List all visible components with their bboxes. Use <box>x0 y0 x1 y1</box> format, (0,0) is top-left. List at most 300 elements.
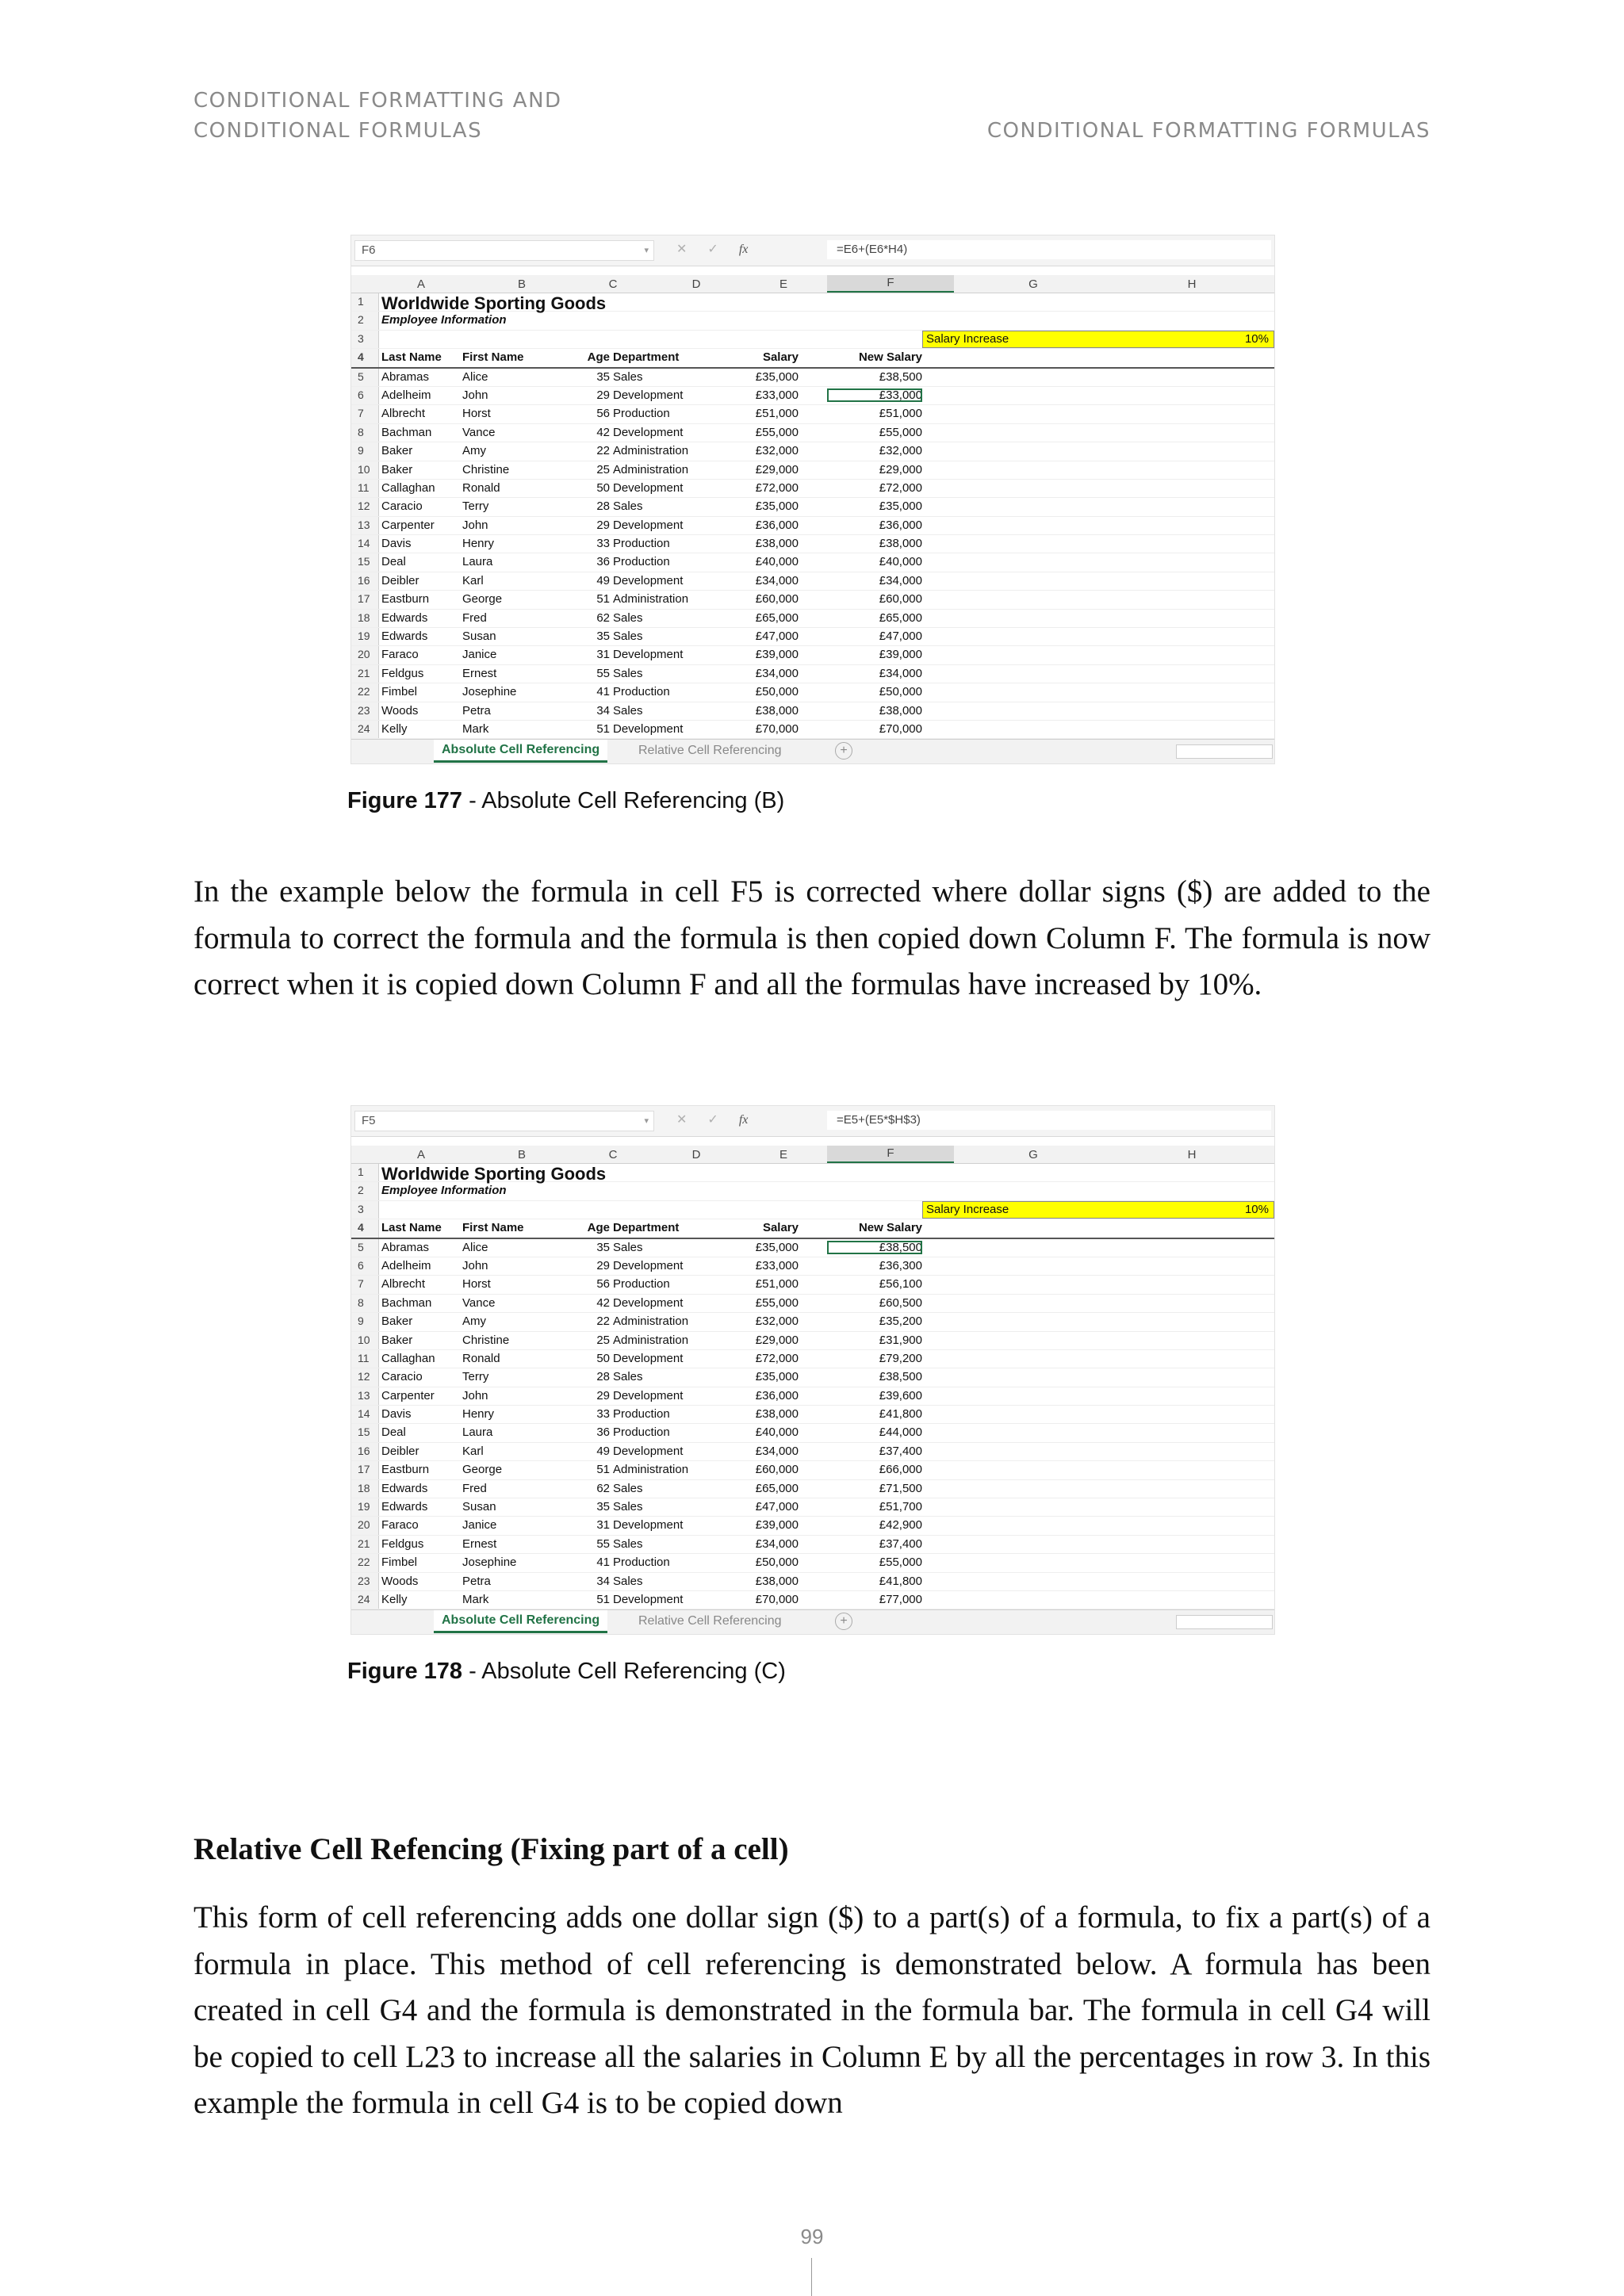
cell-new-salary[interactable]: £37,400 <box>879 1444 922 1458</box>
cell-department[interactable]: Sales <box>613 1500 643 1514</box>
cell-new-salary[interactable]: £38,000 <box>879 703 922 718</box>
cell-new-salary[interactable]: £36,000 <box>879 518 922 532</box>
cell-last-name[interactable]: Baker <box>381 1333 413 1347</box>
cell-age[interactable]: 55 <box>596 1536 610 1551</box>
cell-first-name[interactable]: George <box>462 592 503 607</box>
row-number[interactable]: 7 <box>358 1277 364 1291</box>
header-first-name[interactable]: First Name <box>462 1221 524 1235</box>
cell-salary[interactable]: £65,000 <box>755 610 799 625</box>
cell-salary[interactable]: £55,000 <box>755 1295 799 1310</box>
cell-salary[interactable]: £60,000 <box>755 1463 799 1477</box>
cell-new-salary[interactable]: £50,000 <box>879 685 922 699</box>
row-number[interactable]: 17 <box>358 592 370 606</box>
cell-new-salary[interactable]: £41,800 <box>879 1407 922 1422</box>
chevron-down-icon[interactable]: ▾ <box>644 246 649 255</box>
cell-first-name[interactable]: John <box>462 1388 488 1402</box>
cell-last-name[interactable]: Deal <box>381 1425 406 1440</box>
cell-first-name[interactable]: Alice <box>462 369 488 384</box>
cell-new-salary[interactable]: £37,400 <box>879 1536 922 1551</box>
cell-age[interactable]: 42 <box>596 1295 610 1310</box>
row-number[interactable]: 21 <box>358 666 370 679</box>
cell-first-name[interactable]: Henry <box>462 1407 495 1422</box>
cell-first-name[interactable]: Ronald <box>462 480 500 495</box>
cell-new-salary[interactable]: £38,000 <box>879 537 922 551</box>
cell-new-salary[interactable]: £35,000 <box>879 499 922 514</box>
cell-first-name[interactable]: Fred <box>462 610 487 625</box>
cell-last-name[interactable]: Fimbel <box>381 1556 418 1570</box>
cell-new-salary[interactable]: £44,000 <box>879 1425 922 1440</box>
row-number[interactable]: 8 <box>358 425 364 438</box>
cell-age[interactable]: 31 <box>596 648 610 662</box>
cell-department[interactable]: Sales <box>613 666 643 680</box>
cell-age[interactable]: 35 <box>596 1240 610 1254</box>
row-number[interactable]: 6 <box>358 1258 364 1272</box>
cell-last-name[interactable]: Adelheim <box>381 1258 431 1272</box>
cell-new-salary[interactable]: £32,000 <box>879 444 922 458</box>
column-header-h[interactable]: H <box>1187 277 1197 291</box>
cell-new-salary[interactable]: £36,300 <box>879 1258 922 1272</box>
cell-new-salary[interactable]: £66,000 <box>879 1463 922 1477</box>
formula-input[interactable]: =E6+(E6*H4) <box>827 240 1271 259</box>
cell-department[interactable]: Development <box>613 648 684 662</box>
column-header-d[interactable]: D <box>691 1148 701 1161</box>
cell-department[interactable]: Development <box>613 1351 684 1365</box>
cell-last-name[interactable]: Feldgus <box>381 1536 424 1551</box>
cell-salary[interactable]: £60,000 <box>755 592 799 607</box>
cell-department[interactable]: Sales <box>613 1481 643 1495</box>
cell-first-name[interactable]: Horst <box>462 407 491 421</box>
cell-last-name[interactable]: Callaghan <box>381 480 435 495</box>
cell-department[interactable]: Sales <box>613 369 643 384</box>
cell-age[interactable]: 49 <box>596 573 610 587</box>
cell-last-name[interactable]: Abramas <box>381 1240 430 1254</box>
column-header-a[interactable]: A <box>416 1148 425 1161</box>
row-number[interactable]: 19 <box>358 1500 370 1513</box>
header-salary[interactable]: Salary <box>762 350 799 365</box>
cell-department[interactable]: Production <box>613 407 670 421</box>
cell-age[interactable]: 36 <box>596 555 610 569</box>
cell-salary[interactable]: £50,000 <box>755 1556 799 1570</box>
column-header-b[interactable]: B <box>517 1148 526 1161</box>
horizontal-scrollbar[interactable] <box>1176 1615 1273 1629</box>
cell-first-name[interactable]: Amy <box>462 444 486 458</box>
chevron-down-icon[interactable]: ▾ <box>644 1116 649 1126</box>
cell-salary[interactable]: £29,000 <box>755 462 799 476</box>
cell-age[interactable]: 62 <box>596 610 610 625</box>
cell-first-name[interactable]: Susan <box>462 629 496 644</box>
cell-first-name[interactable]: Henry <box>462 537 495 551</box>
row-number[interactable]: 5 <box>358 1240 364 1253</box>
column-header-c[interactable]: C <box>608 1148 618 1161</box>
cell-new-salary[interactable]: £38,500 <box>879 1370 922 1384</box>
row-number[interactable]: 4 <box>358 350 364 364</box>
cell-first-name[interactable]: John <box>462 518 488 532</box>
cell-department[interactable]: Production <box>613 1407 670 1422</box>
sheet-title[interactable]: Worldwide Sporting Goods <box>381 293 607 313</box>
row-number[interactable]: 9 <box>358 444 364 457</box>
cell-last-name[interactable]: Eastburn <box>381 592 430 607</box>
row-number[interactable]: 1 <box>358 295 364 308</box>
cell-salary[interactable]: £70,000 <box>755 1592 799 1606</box>
header-age[interactable]: Age <box>587 1221 610 1235</box>
cell-salary[interactable]: £34,000 <box>755 573 799 587</box>
cell-salary[interactable]: £35,000 <box>755 1370 799 1384</box>
enter-icon[interactable]: ✓ <box>707 243 718 256</box>
cell-department[interactable]: Sales <box>613 499 643 514</box>
cell-last-name[interactable]: Bachman <box>381 425 432 439</box>
cell-last-name[interactable]: Albrecht <box>381 1277 426 1292</box>
cell-last-name[interactable]: Davis <box>381 1407 412 1422</box>
row-number[interactable]: 12 <box>358 1370 370 1383</box>
cell-salary[interactable]: £51,000 <box>755 1277 799 1292</box>
cell-age[interactable]: 36 <box>596 1425 610 1440</box>
cell-salary[interactable]: £34,000 <box>755 1536 799 1551</box>
header-last-name[interactable]: Last Name <box>381 350 442 365</box>
cell-last-name[interactable]: Deal <box>381 555 406 569</box>
cell-first-name[interactable]: Horst <box>462 1277 491 1292</box>
row-number[interactable]: 15 <box>358 1425 370 1439</box>
column-header-g[interactable]: G <box>1028 1148 1038 1161</box>
cell-age[interactable]: 34 <box>596 703 610 718</box>
row-number[interactable]: 11 <box>358 480 370 494</box>
cell-first-name[interactable]: Laura <box>462 1425 493 1440</box>
cell-last-name[interactable]: Carpenter <box>381 518 435 532</box>
cell-age[interactable]: 41 <box>596 1556 610 1570</box>
cell-age[interactable]: 31 <box>596 1518 610 1533</box>
cell-salary[interactable]: £34,000 <box>755 1444 799 1458</box>
row-number[interactable]: 10 <box>358 1333 370 1346</box>
cell-first-name[interactable]: Christine <box>462 1333 510 1347</box>
cell-new-salary[interactable]: £51,700 <box>879 1500 922 1514</box>
row-number[interactable]: 18 <box>358 610 370 624</box>
cell-new-salary[interactable]: £51,000 <box>879 407 922 421</box>
cell-new-salary[interactable]: £35,200 <box>879 1314 922 1329</box>
cell-first-name[interactable]: Janice <box>462 1518 497 1533</box>
cell-department[interactable]: Sales <box>613 1370 643 1384</box>
cell-first-name[interactable]: Ernest <box>462 666 497 680</box>
function-icon[interactable]: fx <box>738 1113 749 1127</box>
cell-new-salary[interactable]: £55,000 <box>879 1556 922 1570</box>
cell-salary[interactable]: £40,000 <box>755 555 799 569</box>
cell-department[interactable]: Development <box>613 1518 684 1533</box>
tab-absolute-cell-referencing[interactable]: Absolute Cell Referencing <box>434 740 607 763</box>
cell-department[interactable]: Sales <box>613 629 643 644</box>
row-number[interactable]: 3 <box>358 1202 364 1215</box>
cell-last-name[interactable]: Edwards <box>381 1481 428 1495</box>
cell-salary[interactable]: £39,000 <box>755 648 799 662</box>
cell-new-salary[interactable]: £56,100 <box>879 1277 922 1292</box>
cell-age[interactable]: 29 <box>596 1258 610 1272</box>
row-number[interactable]: 23 <box>358 1574 370 1587</box>
cell-last-name[interactable]: Feldgus <box>381 666 424 680</box>
cell-last-name[interactable]: Edwards <box>381 629 428 644</box>
salary-increase-cell[interactable] <box>922 1201 1274 1219</box>
cell-last-name[interactable]: Faraco <box>381 1518 419 1533</box>
cell-last-name[interactable]: Eastburn <box>381 1463 430 1477</box>
column-header-h[interactable]: H <box>1187 1148 1197 1161</box>
cell-first-name[interactable]: Ronald <box>462 1351 500 1365</box>
cell-salary[interactable]: £35,000 <box>755 369 799 384</box>
cell-new-salary[interactable]: £47,000 <box>879 629 922 644</box>
row-number[interactable]: 4 <box>358 1221 364 1234</box>
salary-increase-cell[interactable] <box>922 331 1274 348</box>
column-header-e[interactable]: E <box>779 1148 787 1161</box>
row-number[interactable]: 9 <box>358 1314 364 1328</box>
cell-salary[interactable]: £72,000 <box>755 1351 799 1365</box>
cell-department[interactable]: Development <box>613 425 684 439</box>
cell-department[interactable]: Development <box>613 1592 684 1606</box>
cell-first-name[interactable]: Josephine <box>462 1556 517 1570</box>
cell-salary[interactable]: £35,000 <box>755 499 799 514</box>
header-department[interactable]: Department <box>613 1221 680 1235</box>
header-last-name[interactable]: Last Name <box>381 1221 442 1235</box>
cell-department[interactable]: Production <box>613 1425 670 1440</box>
cell-last-name[interactable]: Edwards <box>381 610 428 625</box>
cell-department[interactable]: Development <box>613 388 684 402</box>
header-new-salary[interactable]: New Salary <box>858 350 922 365</box>
column-header-b[interactable]: B <box>517 277 526 291</box>
cancel-icon[interactable]: ✕ <box>676 243 688 256</box>
add-sheet-icon[interactable]: + <box>835 742 852 760</box>
cell-age[interactable]: 28 <box>596 499 610 514</box>
row-number[interactable]: 19 <box>358 629 370 643</box>
row-number[interactable]: 2 <box>358 1184 364 1197</box>
cell-new-salary[interactable]: £60,500 <box>879 1295 922 1310</box>
cell-first-name[interactable]: John <box>462 388 488 402</box>
column-header-f[interactable]: F <box>827 1146 954 1163</box>
cell-salary[interactable]: £38,000 <box>755 537 799 551</box>
cell-age[interactable]: 25 <box>596 462 610 476</box>
cell-new-salary[interactable]: £40,000 <box>879 555 922 569</box>
cell-age[interactable]: 34 <box>596 1574 610 1588</box>
cell-department[interactable]: Production <box>613 555 670 569</box>
cell-new-salary[interactable]: £38,500 <box>879 369 922 384</box>
cell-last-name[interactable]: Edwards <box>381 1500 428 1514</box>
cell-last-name[interactable]: Adelheim <box>381 388 431 402</box>
row-number[interactable]: 15 <box>358 555 370 568</box>
row-number[interactable]: 12 <box>358 499 370 513</box>
cell-new-salary[interactable]: £41,800 <box>879 1574 922 1588</box>
cell-salary[interactable]: £70,000 <box>755 721 799 736</box>
row-number[interactable]: 23 <box>358 703 370 717</box>
row-number[interactable]: 20 <box>358 648 370 661</box>
row-number[interactable]: 22 <box>358 1556 370 1569</box>
row-number[interactable]: 11 <box>358 1351 370 1364</box>
cell-department[interactable]: Development <box>613 1258 684 1272</box>
cell-last-name[interactable]: Caracio <box>381 1370 423 1384</box>
row-number[interactable]: 7 <box>358 407 364 420</box>
cell-last-name[interactable]: Faraco <box>381 648 419 662</box>
header-department[interactable]: Department <box>613 350 680 365</box>
row-number[interactable]: 24 <box>358 1592 370 1605</box>
cell-last-name[interactable]: Baker <box>381 462 413 476</box>
cell-last-name[interactable]: Albrecht <box>381 407 426 421</box>
cell-department[interactable]: Development <box>613 1444 684 1458</box>
cell-new-salary[interactable]: £65,000 <box>879 610 922 625</box>
cell-salary[interactable]: £36,000 <box>755 518 799 532</box>
cell-first-name[interactable]: Amy <box>462 1314 486 1329</box>
cancel-icon[interactable]: ✕ <box>676 1113 688 1127</box>
cell-first-name[interactable]: Terry <box>462 1370 489 1384</box>
row-number[interactable]: 16 <box>358 573 370 587</box>
sheet-subtitle[interactable]: Employee Information <box>381 1184 507 1198</box>
cell-last-name[interactable]: Davis <box>381 537 412 551</box>
horizontal-scrollbar[interactable] <box>1176 744 1273 759</box>
cell-salary[interactable]: £65,000 <box>755 1481 799 1495</box>
cell-age[interactable]: 25 <box>596 1333 610 1347</box>
cell-age[interactable]: 56 <box>596 407 610 421</box>
header-new-salary[interactable]: New Salary <box>858 1221 922 1235</box>
cell-new-salary[interactable]: £60,000 <box>879 592 922 607</box>
cell-department[interactable]: Production <box>613 1556 670 1570</box>
cell-age[interactable]: 35 <box>596 629 610 644</box>
cell-age[interactable]: 33 <box>596 537 610 551</box>
cell-department[interactable]: Sales <box>613 1574 643 1588</box>
cell-first-name[interactable]: Ernest <box>462 1536 497 1551</box>
cell-first-name[interactable]: Vance <box>462 1295 496 1310</box>
row-number[interactable]: 20 <box>358 1518 370 1532</box>
cell-department[interactable]: Production <box>613 537 670 551</box>
enter-icon[interactable]: ✓ <box>707 1113 718 1127</box>
cell-salary[interactable]: £34,000 <box>755 666 799 680</box>
cell-salary[interactable]: £38,000 <box>755 703 799 718</box>
column-header-f[interactable]: F <box>827 275 954 293</box>
cell-last-name[interactable]: Carpenter <box>381 1388 435 1402</box>
cell-first-name[interactable]: Mark <box>462 721 489 736</box>
cell-salary[interactable]: £38,000 <box>755 1407 799 1422</box>
cell-salary[interactable]: £33,000 <box>755 1258 799 1272</box>
cell-first-name[interactable]: Fred <box>462 1481 487 1495</box>
sheet-subtitle[interactable]: Employee Information <box>381 313 507 327</box>
cell-salary[interactable]: £72,000 <box>755 480 799 495</box>
cell-last-name[interactable]: Abramas <box>381 369 430 384</box>
cell-salary[interactable]: £47,000 <box>755 629 799 644</box>
cell-age[interactable]: 51 <box>596 1463 610 1477</box>
cell-last-name[interactable]: Deibler <box>381 1444 419 1458</box>
cell-department[interactable]: Development <box>613 1295 684 1310</box>
cell-new-salary[interactable]: £55,000 <box>879 425 922 439</box>
cell-first-name[interactable]: Petra <box>462 703 491 718</box>
header-first-name[interactable]: First Name <box>462 350 524 365</box>
cell-age[interactable]: 42 <box>596 425 610 439</box>
cell-new-salary[interactable]: £33,000 <box>827 388 922 402</box>
row-number[interactable]: 14 <box>358 537 370 550</box>
formula-input[interactable]: =E5+(E5*$H$3) <box>827 1111 1271 1130</box>
cell-department[interactable]: Administration <box>613 592 689 607</box>
cell-age[interactable]: 35 <box>596 1500 610 1514</box>
row-number[interactable]: 17 <box>358 1463 370 1476</box>
cell-first-name[interactable]: Karl <box>462 573 484 587</box>
sheet-title[interactable]: Worldwide Sporting Goods <box>381 1164 607 1184</box>
cell-last-name[interactable]: Kelly <box>381 721 408 736</box>
cell-salary[interactable]: £38,000 <box>755 1574 799 1588</box>
column-header-e[interactable]: E <box>779 277 787 291</box>
tab-absolute-cell-referencing[interactable]: Absolute Cell Referencing <box>434 1610 607 1633</box>
cell-department[interactable]: Administration <box>613 462 689 476</box>
cell-salary[interactable]: £36,000 <box>755 1388 799 1402</box>
cell-first-name[interactable]: Karl <box>462 1444 484 1458</box>
cell-age[interactable]: 29 <box>596 388 610 402</box>
cell-first-name[interactable]: Vance <box>462 425 496 439</box>
cell-department[interactable]: Development <box>613 1388 684 1402</box>
cell-salary[interactable]: £39,000 <box>755 1518 799 1533</box>
row-number[interactable]: 24 <box>358 721 370 735</box>
cell-department[interactable]: Sales <box>613 610 643 625</box>
row-number[interactable]: 22 <box>358 685 370 698</box>
tab-relative-cell-referencing[interactable]: Relative Cell Referencing <box>638 744 782 757</box>
row-number[interactable]: 2 <box>358 313 364 327</box>
row-number[interactable]: 10 <box>358 462 370 476</box>
cell-first-name[interactable]: Laura <box>462 555 493 569</box>
cell-last-name[interactable]: Kelly <box>381 1592 408 1606</box>
name-box[interactable] <box>354 1111 654 1131</box>
cell-last-name[interactable]: Caracio <box>381 499 423 514</box>
add-sheet-icon[interactable]: + <box>835 1613 852 1630</box>
cell-first-name[interactable]: Terry <box>462 499 489 514</box>
cell-last-name[interactable]: Bachman <box>381 1295 432 1310</box>
row-number[interactable]: 6 <box>358 388 364 401</box>
cell-age[interactable]: 29 <box>596 1388 610 1402</box>
cell-new-salary[interactable]: £39,600 <box>879 1388 922 1402</box>
cell-salary[interactable]: £47,000 <box>755 1500 799 1514</box>
cell-age[interactable]: 35 <box>596 369 610 384</box>
cell-department[interactable]: Sales <box>613 703 643 718</box>
cell-salary[interactable]: £33,000 <box>755 388 799 402</box>
row-number[interactable]: 16 <box>358 1444 370 1457</box>
cell-first-name[interactable]: John <box>462 1258 488 1272</box>
cell-age[interactable]: 49 <box>596 1444 610 1458</box>
cell-new-salary[interactable]: £34,000 <box>879 666 922 680</box>
row-number[interactable]: 13 <box>358 1388 370 1402</box>
cell-last-name[interactable]: Baker <box>381 1314 413 1329</box>
cell-age[interactable]: 51 <box>596 1592 610 1606</box>
cell-first-name[interactable]: George <box>462 1463 503 1477</box>
cell-salary[interactable]: £40,000 <box>755 1425 799 1440</box>
cell-first-name[interactable]: Susan <box>462 1500 496 1514</box>
tab-relative-cell-referencing[interactable]: Relative Cell Referencing <box>638 1614 782 1628</box>
cell-age[interactable]: 22 <box>596 444 610 458</box>
row-number[interactable]: 1 <box>358 1165 364 1178</box>
cell-age[interactable]: 62 <box>596 1481 610 1495</box>
cell-department[interactable]: Administration <box>613 1463 689 1477</box>
cell-age[interactable]: 55 <box>596 666 610 680</box>
cell-age[interactable]: 50 <box>596 480 610 495</box>
cell-salary[interactable]: £32,000 <box>755 444 799 458</box>
cell-first-name[interactable]: Alice <box>462 1240 488 1254</box>
cell-salary[interactable]: £35,000 <box>755 1240 799 1254</box>
cell-last-name[interactable]: Callaghan <box>381 1351 435 1365</box>
column-header-d[interactable]: D <box>691 277 701 291</box>
cell-new-salary[interactable]: £72,000 <box>879 480 922 495</box>
cell-department[interactable]: Production <box>613 685 670 699</box>
cell-new-salary[interactable]: £79,200 <box>879 1351 922 1365</box>
cell-department[interactable]: Development <box>613 721 684 736</box>
row-number[interactable]: 14 <box>358 1407 370 1421</box>
cell-age[interactable]: 51 <box>596 592 610 607</box>
column-header-g[interactable]: G <box>1028 277 1038 291</box>
cell-age[interactable]: 28 <box>596 1370 610 1384</box>
cell-salary[interactable]: £50,000 <box>755 685 799 699</box>
cell-department[interactable]: Production <box>613 1277 670 1292</box>
cell-new-salary[interactable]: £31,900 <box>879 1333 922 1347</box>
row-number[interactable]: 8 <box>358 1295 364 1309</box>
cell-new-salary[interactable]: £77,000 <box>879 1592 922 1606</box>
cell-department[interactable]: Development <box>613 480 684 495</box>
cell-salary[interactable]: £55,000 <box>755 425 799 439</box>
cell-salary[interactable]: £29,000 <box>755 1333 799 1347</box>
row-number[interactable]: 3 <box>358 331 364 345</box>
cell-last-name[interactable]: Deibler <box>381 573 419 587</box>
